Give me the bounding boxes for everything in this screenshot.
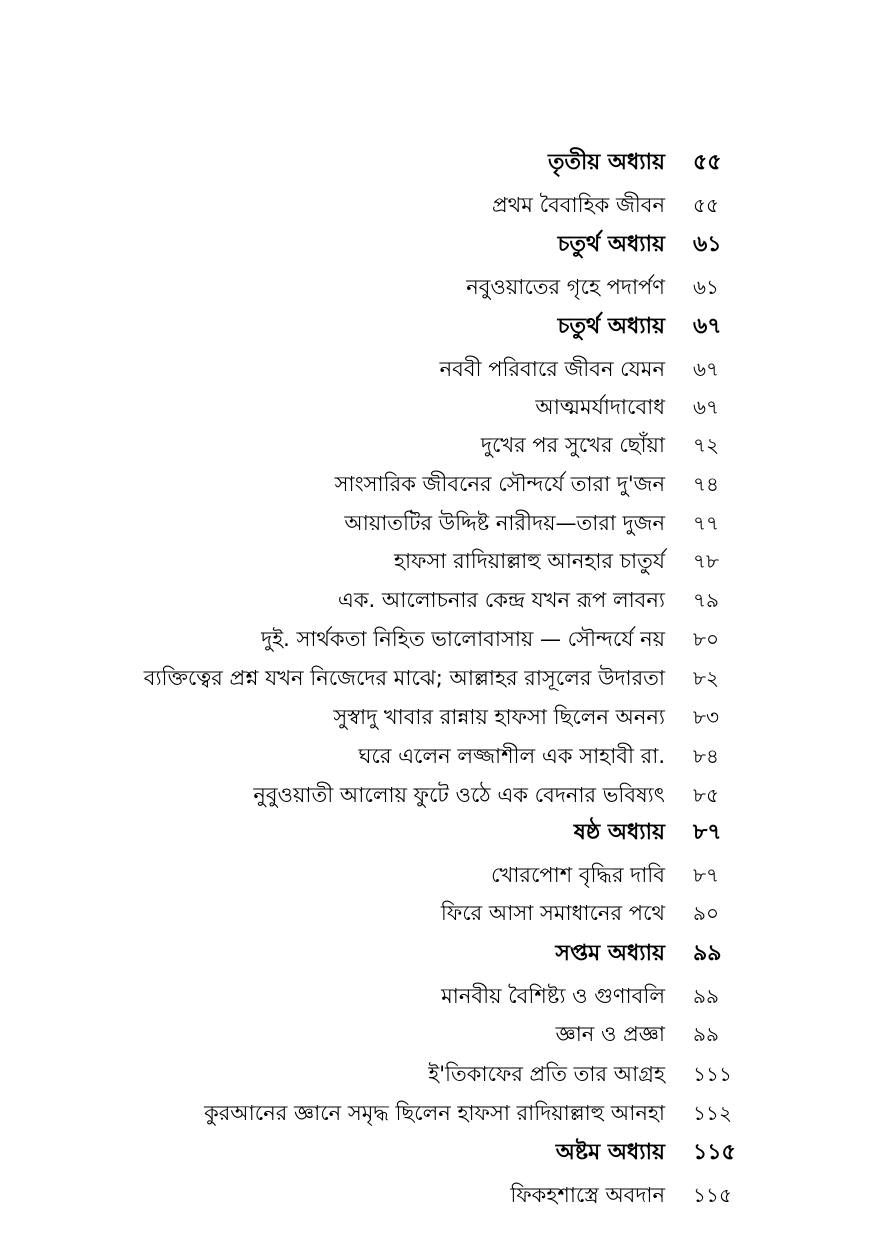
toc-entry	[0, 775, 870, 815]
entry-page-number: ৬৭	[693, 395, 720, 419]
toc-entry	[0, 1014, 870, 1054]
toc-entry	[0, 736, 870, 776]
entry-title: হাফসা রাদিয়াল্লাহু আনহার চাতুর্য	[393, 549, 665, 573]
entry-title: ব্যক্তিত্বের প্রশ্ন যখন নিজেদের মাঝে; আল্লাহর রাসূলের উদারতা	[143, 666, 665, 690]
entry-title: প্রথম বৈবাহিক জীবন	[492, 193, 665, 217]
entry-page-number: ৫৫	[693, 193, 719, 217]
entry-page-number: ৭৪	[693, 472, 719, 496]
entry-page-number: ৯৯	[693, 984, 719, 1008]
entry-title: দুখের পর সুখের ছোঁয়া	[480, 433, 665, 457]
entry-title: এক. আলোচনার কেন্দ্র যখন রূপ লাবন্য	[337, 588, 665, 612]
entry-title: সাংসারিক জীবনের সৌন্দর্যে তারা দু'জন	[334, 472, 665, 496]
entry-title: সুস্বাদু খাবার রান্নায় হাফসা ছিলেন অনন্য	[333, 705, 665, 729]
entry-page-number: ৬১	[693, 232, 722, 257]
entry-page-number: ১১২	[693, 1101, 732, 1125]
entry-title: নববী পরিবারে জীবন যেমন	[439, 357, 665, 381]
entry-page-number: ৯০	[693, 901, 719, 925]
toc-entry-chapter	[0, 813, 870, 853]
toc-entry	[0, 658, 870, 698]
toc-entry	[0, 976, 870, 1016]
entry-page-number: ৭২	[693, 433, 720, 457]
toc-entry	[0, 1175, 870, 1215]
entry-page-number: ৮৭	[693, 863, 719, 887]
entry-title: তৃতীয় অধ্যায়	[547, 150, 665, 175]
toc-entry	[0, 1093, 870, 1133]
entry-title: চতুর্থ অধ্যায়	[557, 232, 665, 257]
entry-page-number: ৯৯	[693, 941, 722, 966]
entry-page-number: ১১১	[693, 1062, 732, 1086]
entry-page-number: ৬১	[693, 275, 719, 299]
entry-title: আত্মমর্যাদাবোধ	[535, 395, 665, 419]
toc-entry-chapter	[0, 143, 870, 183]
entry-title: জ্ঞান ও প্রজ্ঞা	[555, 1022, 665, 1046]
entry-title: ঘরে এলেন লজ্জাশীল এক সাহাবী রা.	[358, 744, 665, 768]
entry-page-number: ৭৭	[693, 511, 720, 535]
toc-entry	[0, 893, 870, 933]
entry-page-number: ১১৫	[693, 1140, 736, 1165]
entry-page-number: ৬৭	[693, 314, 722, 339]
toc-entry-chapter	[0, 934, 870, 974]
entry-page-number: ৮০	[693, 627, 719, 651]
entry-title: ফিকহশাস্ত্রে অবদান	[510, 1183, 665, 1207]
toc-entry	[0, 855, 870, 895]
entry-title: সপ্তম অধ্যায়	[555, 941, 665, 966]
entry-title: খোরপোশ বৃদ্ধির দাবি	[491, 863, 665, 887]
entry-title: অষ্টম অধ্যায়	[555, 1140, 665, 1165]
toc-entry	[0, 1054, 870, 1094]
toc-entry-chapter	[0, 225, 870, 265]
toc-entry	[0, 425, 870, 465]
entry-title: নবুওয়াতের গৃহে পদার্পণ	[466, 275, 665, 299]
toc-entry	[0, 267, 870, 307]
toc-entry	[0, 697, 870, 737]
entry-page-number: ৮৪	[693, 744, 719, 768]
toc-entry	[0, 541, 870, 581]
entry-page-number: ৭৯	[693, 588, 719, 612]
toc-entry	[0, 619, 870, 659]
toc-entry	[0, 464, 870, 504]
entry-page-number: ৮৩	[693, 705, 719, 729]
toc-entry	[0, 185, 870, 225]
entry-title: আয়াতটির উদ্দিষ্ট নারীদয়—তারা দুজন	[344, 511, 665, 535]
entry-page-number: ৮২	[693, 666, 719, 690]
entry-page-number: ৬৭	[693, 357, 720, 381]
toc-entry	[0, 349, 870, 389]
entry-page-number: ৮৭	[693, 820, 722, 845]
entry-title: ই'তিকাফের প্রতি তার আগ্রহ	[428, 1062, 665, 1086]
entry-page-number: ৭৮	[693, 549, 719, 573]
entry-title: নুবুওয়াতী আলোয় ফুটে ওঠে এক বেদনার ভবিষ্যৎ	[253, 783, 665, 807]
entry-title: মানবীয় বৈশিষ্ট্য ও গুণাবলি	[441, 984, 665, 1008]
entry-page-number: ৮৫	[693, 783, 719, 807]
entry-title: চতুর্থ অধ্যায়	[557, 314, 665, 339]
entry-page-number: ৫৫	[693, 150, 722, 175]
entry-page-number: ১১৫	[693, 1183, 732, 1207]
toc-entry	[0, 387, 870, 427]
entry-title: ফিরে আসা সমাধানের পথে	[440, 901, 665, 925]
entry-title: ষষ্ঠ অধ্যায়	[573, 820, 665, 845]
toc-entry-chapter	[0, 307, 870, 347]
entry-title: দুই. সার্থকতা নিহিত ভালোবাসায় — সৌন্দর্যে নয়	[261, 627, 665, 651]
entry-page-number: ৯৯	[693, 1022, 719, 1046]
toc-entry-chapter	[0, 1133, 870, 1173]
toc-entry	[0, 580, 870, 620]
toc-entry	[0, 503, 870, 543]
entry-title: কুরআনের জ্ঞানে সমৃদ্ধ ছিলেন হাফসা রাদিয়াল্লাহু আনহা	[204, 1101, 665, 1125]
